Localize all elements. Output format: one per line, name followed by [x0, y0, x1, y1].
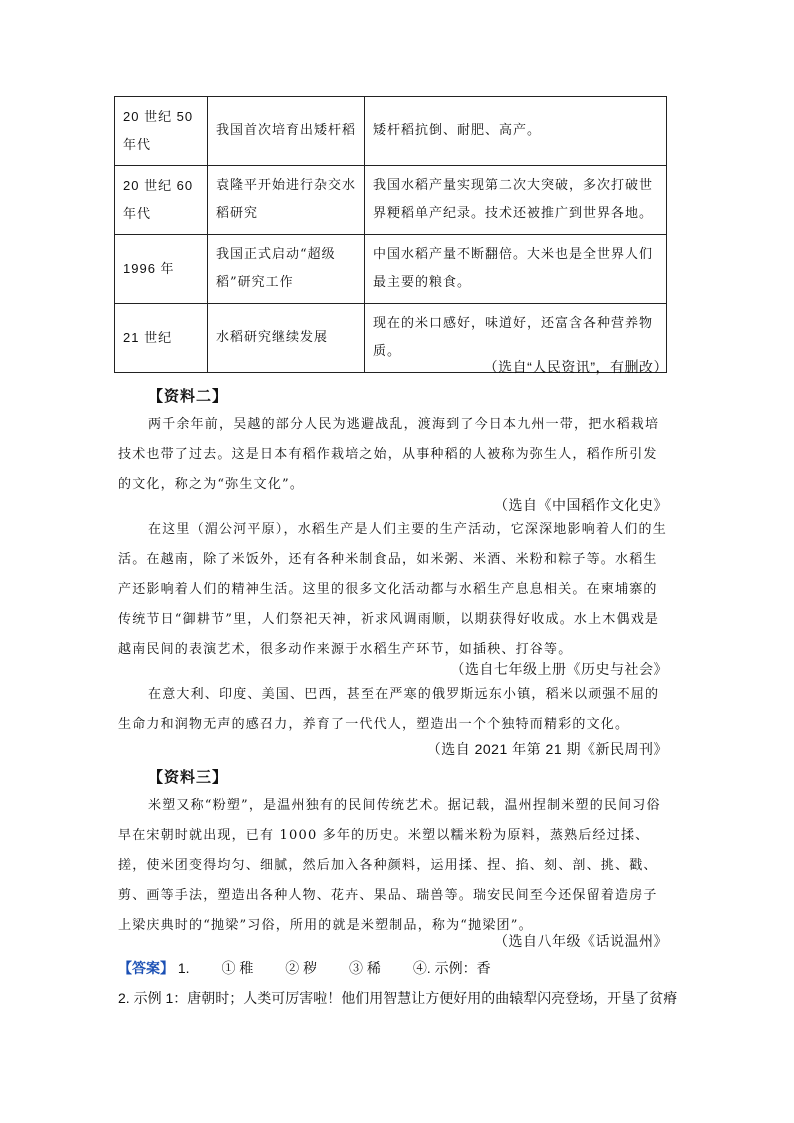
- answer-item: ③ 稀: [349, 960, 381, 976]
- table-row: [115, 235, 667, 304]
- source-citation: （选自“人民资讯”，有删改）: [483, 359, 668, 375]
- result-cell: 中国水稻产量不断翻倍。大米也是全世界人们最主要的粮食。: [365, 235, 667, 304]
- source-citation: （选自七年级上册《历史与社会》: [450, 661, 668, 677]
- answer-tag: 【答案】: [118, 960, 174, 976]
- event-cell: 我国正式启动“超级稻”研究工作: [208, 235, 365, 304]
- section-heading: 【资料二】: [148, 388, 229, 405]
- event-cell: 我国首次培育出矮杆稻: [208, 97, 365, 166]
- source-citation: （选自八年级《话说温州》: [494, 933, 668, 949]
- result-cell: 矮杆稻抗倒、耐肥、高产。: [365, 97, 667, 166]
- result-cell: 我国水稻产量实现第二次大突破，多次打破世界粳稻单产纪录。技术还被推广到世界各地。: [365, 166, 667, 235]
- answer-line: [118, 958, 491, 978]
- section-heading: 【资料三】: [148, 769, 229, 786]
- paragraph: 米塑又称“粉塑”，是温州独有的民间传统艺术。据记载，温州捏制米塑的民间习俗早在宋朝时就出现，已有 1000 多年的历史。米塑以糯米粉为原料，蒸熟后经过揉、搓，使米团变得均匀、细腻，然后加入各种颜料，运用揉、捏、掐、刻、剖、挑、戳、剪、画等手法，塑造出各种人物、花卉、果品、瑞兽等。瑞安民间至今还保留着造房子上梁庆典时的“抛梁”习俗，所用的就是米塑制品，称为“抛梁团”。: [118, 798, 661, 933]
- answer-item: ④. 示例：香: [412, 960, 491, 976]
- source-citation: （选自 2021 年第 21 期《新民周刊》: [426, 741, 668, 757]
- answer-line-2: 2. 示例 1：唐朝时；人类可厉害啦！他们用智慧让方便好用的曲辕犁闪亮登场，开垦了贫瘠: [118, 990, 678, 1006]
- paragraph: 两千余年前，吴越的部分人民为逃避战乱，渡海到了今日本九州一带，把水稻栽培技术也带了过去。这是日本有稻作栽培之始，从事种稻的人被称为弥生人，稻作所引发的文化，称之为“弥生文化”。: [118, 417, 660, 492]
- event-cell: 袁隆平开始进行杂交水稻研究: [208, 166, 365, 235]
- source-citation: （选自《中国稻作文化史》: [494, 497, 668, 513]
- rice-history-table: [114, 96, 667, 373]
- paragraph: 在这里（湄公河平原），水稻生产是人们主要的生产活动，它深深地影响着人们的生活。在越南，除了米饭外，还有各种米制食品，如米粥、米酒、米粉和粽子等。水稻生产还影响着人们的精神生活。这里的很多文化活动都与水稻生产息息相关。在柬埔寨的传统节日“御耕节”里，人们祭祀天神，祈求风调雨顺，以期获得好收成。水上木偶戏是越南民间的表演艺术，很多动作来源于水稻生产环节，如插秧、打谷等。: [118, 522, 667, 657]
- table-row: [115, 97, 667, 166]
- answer-item: ② 秽: [285, 960, 318, 976]
- period-cell: 20 世纪 60 年代: [115, 166, 208, 235]
- answer-number: 1.: [177, 960, 190, 976]
- period-cell: 21 世纪: [115, 304, 208, 373]
- period-cell: 20 世纪 50 年代: [115, 97, 208, 166]
- table-row: [115, 166, 667, 235]
- event-cell: 水稻研究继续发展: [208, 304, 365, 373]
- period-cell: 1996 年: [115, 235, 208, 304]
- result-cell: 现在的米口感好，味道好，还富含各种营养物质。: [365, 304, 667, 373]
- paragraph: 在意大利、印度、美国、巴西，甚至在严寒的俄罗斯远东小镇，稻米以顽强不屈的生命力和润物无声的感召力，养育了一代代人，塑造出一个个独特而精彩的文化。: [118, 687, 660, 732]
- answer-item: ① 稚: [221, 960, 254, 976]
